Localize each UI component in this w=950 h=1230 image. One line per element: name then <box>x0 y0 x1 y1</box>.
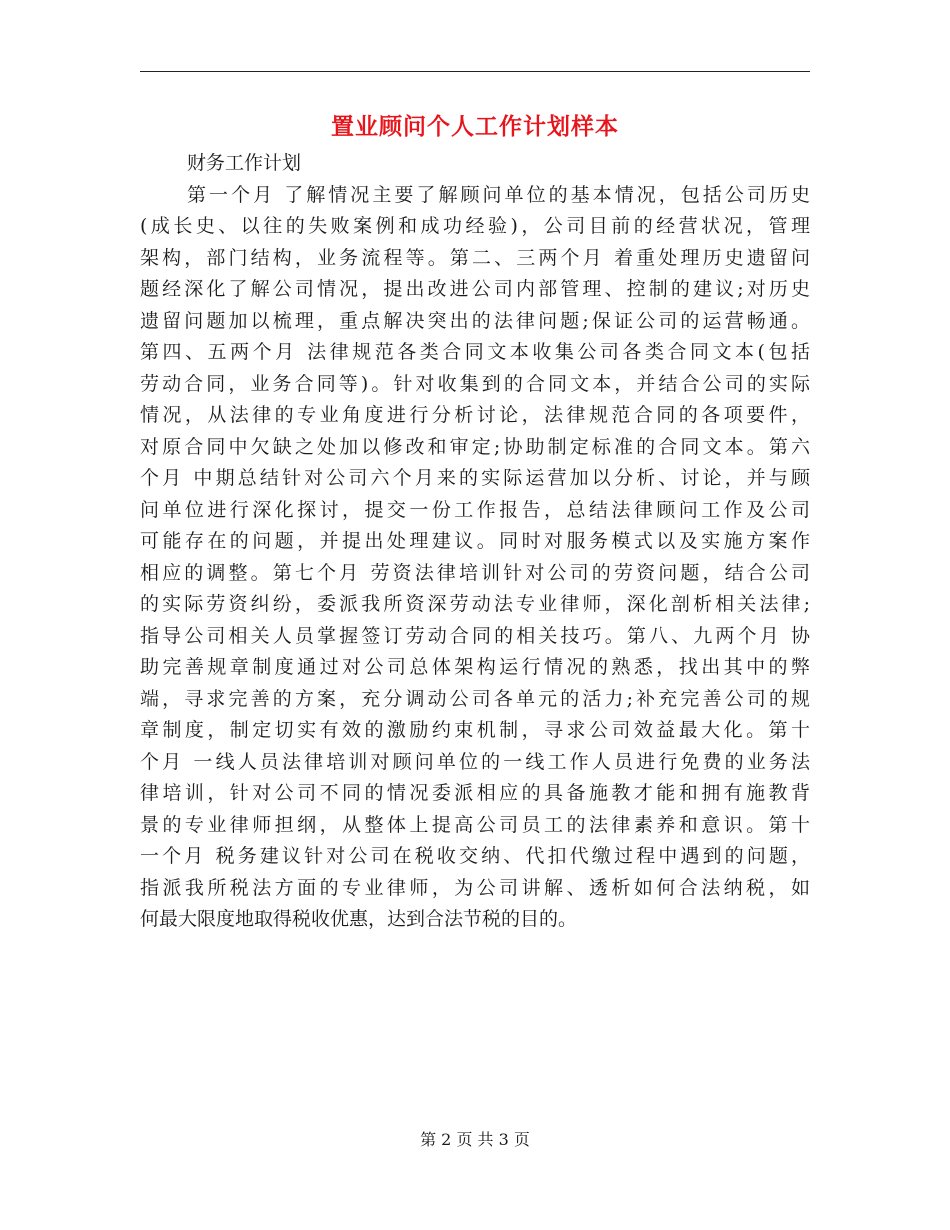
paragraph-line: 一个月 税务建议针对公司在税收交纳、代扣代缴过程中遇到的问题， <box>140 845 810 867</box>
paragraph-line: 可能存在的问题，并提出处理建议。同时对服务模式以及实施方案作 <box>140 530 810 552</box>
section-heading: 财务工作计划 <box>187 152 302 174</box>
page-number: 第 2 页 共 3 页 <box>420 1130 530 1149</box>
paragraph-line: 个月 中期总结针对公司六个月来的实际运营加以分析、讨论，并与顾 <box>140 467 810 489</box>
paragraph-line: 指导公司相关人员掌握签订劳动合同的相关技巧。第八、九两个月 协 <box>140 624 810 647</box>
document-title: 置业顾问个人工作计划样本 <box>331 113 619 140</box>
header-rule <box>140 71 810 72</box>
paragraph-line: 第一个月 了解情况主要了解顾问单位的基本情况，包括公司历史 <box>187 183 810 206</box>
paragraph-line: 助完善规章制度通过对公司总体架构运行情况的熟悉，找出其中的弊 <box>140 656 810 678</box>
paragraph-line: 问单位进行深化探讨，提交一份工作报告，总结法律顾问工作及公司 <box>140 498 810 521</box>
paragraph-line: 端，寻求完善的方案，充分调动公司各单元的活力;补充完善公司的规 <box>140 687 810 710</box>
paragraph-line: 劳动合同，业务合同等)。针对收集到的合同文本，并结合公司的实际 <box>140 372 810 395</box>
paragraph-line: 遗留问题加以梳理，重点解决突出的法律问题;保证公司的运营畅通。 <box>140 309 810 332</box>
paragraph-line: 相应的调整。第七个月 劳资法律培训针对公司的劳资问题，结合公司 <box>140 561 810 584</box>
paragraph-line: (成长史、以往的失败案例和成功经验)，公司目前的经营状况，管理 <box>140 215 810 237</box>
paragraph-line: 题经深化了解公司情况，提出改进公司内部管理、控制的建议;对历史 <box>140 278 810 300</box>
paragraph-line: 架构，部门结构，业务流程等。第二、三两个月 着重处理历史遗留问 <box>140 246 810 269</box>
paragraph-line: 章制度，制定切实有效的激励约束机制，寻求公司效益最大化。第十 <box>140 719 810 741</box>
paragraph-line: 对原合同中欠缺之处加以修改和审定;协助制定标准的合同文本。第六 <box>140 435 810 458</box>
paragraph-line: 指派我所税法方面的专业律师，为公司讲解、透析如何合法纳税，如 <box>140 876 810 899</box>
paragraph-line: 何最大限度地取得税收优惠，达到合法节税的目的。 <box>140 908 578 930</box>
paragraph-line: 的实际劳资纠纷，委派我所资深劳动法专业律师，深化剖析相关法律; <box>140 593 810 615</box>
paragraph-line: 个月 一线人员法律培训对顾问单位的一线工作人员进行免费的业务法 <box>140 750 810 773</box>
paragraph-line: 律培训，针对公司不同的情况委派相应的具备施教才能和拥有施教背 <box>140 782 810 804</box>
paragraph-line: 情况，从法律的专业角度进行分析讨论，法律规范合同的各项要件， <box>140 404 810 426</box>
paragraph-line: 第四、五两个月 法律规范各类合同文本收集公司各类合同文本(包括 <box>140 341 810 363</box>
paragraph-line: 景的专业律师担纲，从整体上提高公司员工的法律素养和意识。第十 <box>140 813 810 836</box>
document-body <box>140 148 810 936</box>
